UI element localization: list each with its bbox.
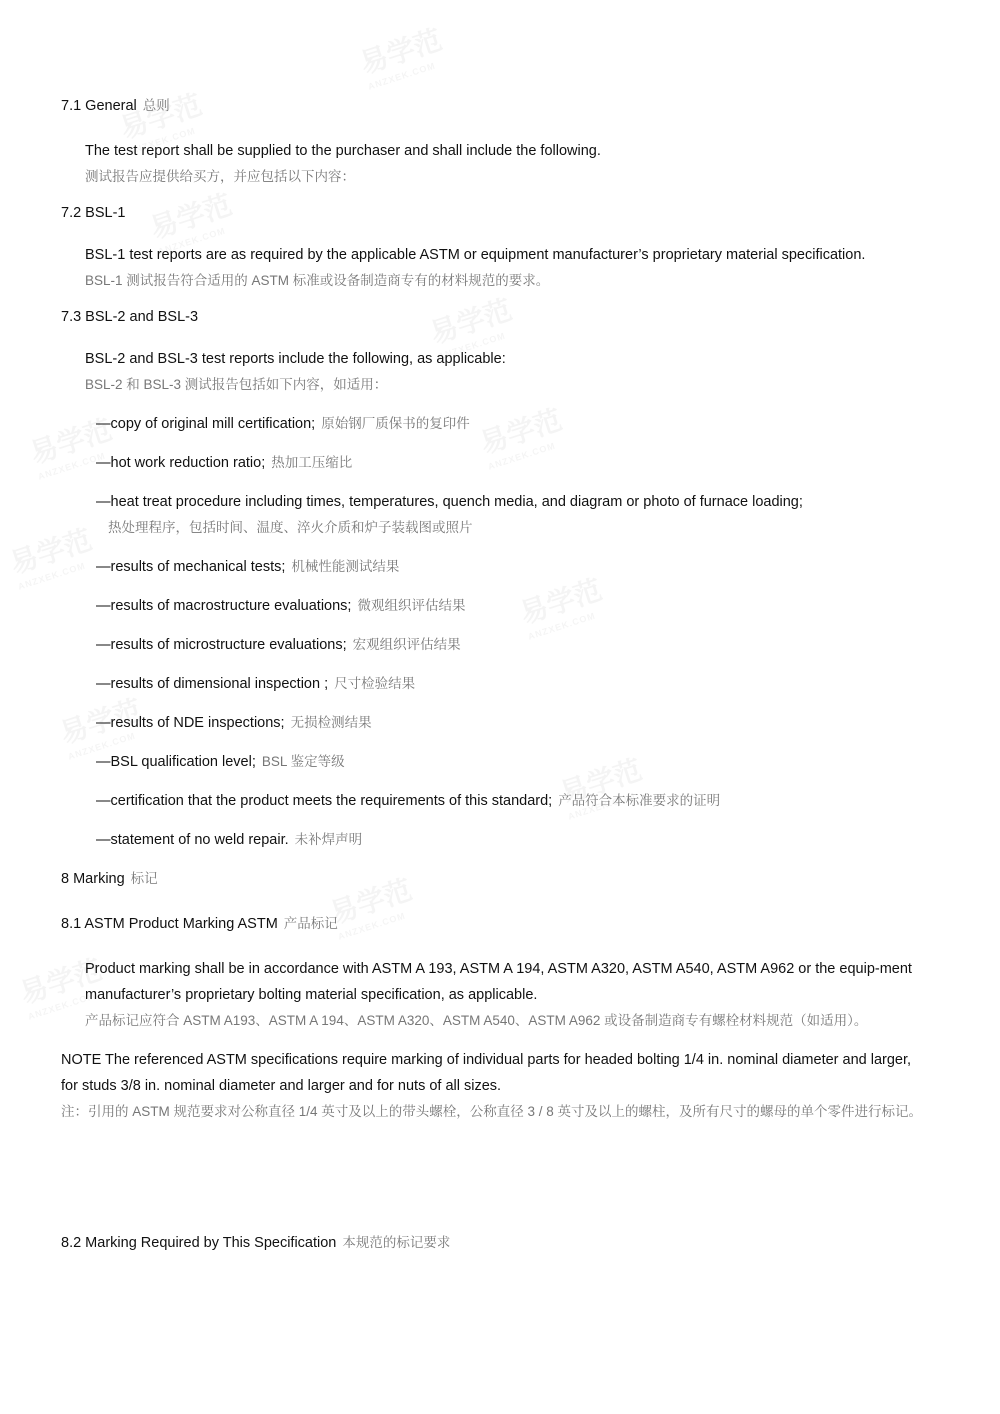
section-8-1-zh: 产品标记应符合 ASTM A193、ASTM A 194、ASTM A320、ASTM A540、ASTM A962 或设备制造商专有螺栓材料规范（如适用）。	[85, 1013, 868, 1028]
document-page	[61, 93, 931, 1275]
section-7-3-heading: 7.3 BSL-2 and BSL-3	[61, 309, 199, 325]
section-7-2-body	[85, 242, 931, 294]
list-item: —results of macrostructure evaluations; 微观组织评估结果	[96, 598, 466, 614]
list-item: —certification that the product meets the requirements of this standard; 产品符合本标准要求的证明	[96, 793, 721, 809]
section-8-1-heading: 8.1 ASTM Product Marking ASTM 产品标记	[61, 916, 338, 932]
watermark	[354, 18, 449, 92]
list-item: —copy of original mill certification; 原始钢厂质保书的复印件	[96, 416, 470, 432]
section-8-1-en: Product marking shall be in accordance with ASTM A 193, ASTM A 194, ASTM A320, ASTM A540, ASTM A962 or the equip-ment manufacturer’s proprietary bolting material specification, as applicable.	[85, 961, 912, 1003]
section-7-3-body	[85, 346, 931, 398]
section-7-1-heading: 7.1 General 总则	[61, 98, 170, 114]
section-8-heading: 8 Marking 标记	[61, 871, 158, 887]
list-item: —hot work reduction ratio; 热加工压缩比	[96, 455, 353, 471]
section-7-1-body	[85, 138, 931, 190]
spacer	[61, 1138, 931, 1230]
note-en: NOTE The referenced ASTM specifications require marking of individual parts for headed bolting 1/4 in. nominal diameter and larger, for studs 3/8 in. nominal diameter and larger and for nuts of all sizes.	[61, 1052, 912, 1094]
section-8-2-heading: 8.2 Marking Required by This Specification 本规范的标记要求	[61, 1235, 451, 1251]
list-item: —results of microstructure evaluations; 宏观组织评估结果	[96, 637, 461, 653]
section-7-1-zh: 测试报告应提供给买方，并应包括以下内容：	[85, 169, 355, 184]
list-item: —BSL qualification level; BSL 鉴定等级	[96, 754, 345, 770]
section-7-3-en: BSL-2 and BSL-3 test reports include the following, as applicable:	[85, 351, 506, 367]
section-7-1-en: The test report shall be supplied to the purchaser and shall include the following.	[85, 143, 601, 159]
section-7-2-en: BSL-1 test reports are as required by the applicable ASTM or equipment manufacturer’s proprietary material specification.	[85, 247, 866, 263]
note-zh: 注：引用的 ASTM 规范要求对公称直径 1/4 英寸及以上的带头螺栓，公称直径 3 / 8 英寸及以上的螺柱，及所有尺寸的螺母的单个零件进行标记。	[61, 1104, 923, 1119]
note-block	[61, 1047, 931, 1125]
list-item: —statement of no weld repair. 未补焊声明	[96, 832, 363, 848]
section-8-1-body	[85, 956, 931, 1034]
list-item: —results of NDE inspections; 无损检测结果	[96, 715, 372, 731]
section-7-2-heading: 7.2 BSL-1	[61, 205, 126, 221]
list-item: —heat treat procedure including times, temperatures, quench media, and diagram or photo of furnace loading; 热处理程序，包括时间、温度、淬火介质和炉子装载图或照片	[96, 494, 803, 535]
section-7-3-zh: BSL-2 和 BSL-3 测试报告包括如下内容，如适用：	[85, 377, 388, 392]
list-item: —results of mechanical tests; 机械性能测试结果	[96, 559, 400, 575]
list-item: —results of dimensional inspection ; 尺寸检验结果	[96, 676, 416, 692]
section-7-2-zh: BSL-1 测试报告符合适用的 ASTM 标准或设备制造商专有的材料规范的要求。	[85, 273, 550, 288]
